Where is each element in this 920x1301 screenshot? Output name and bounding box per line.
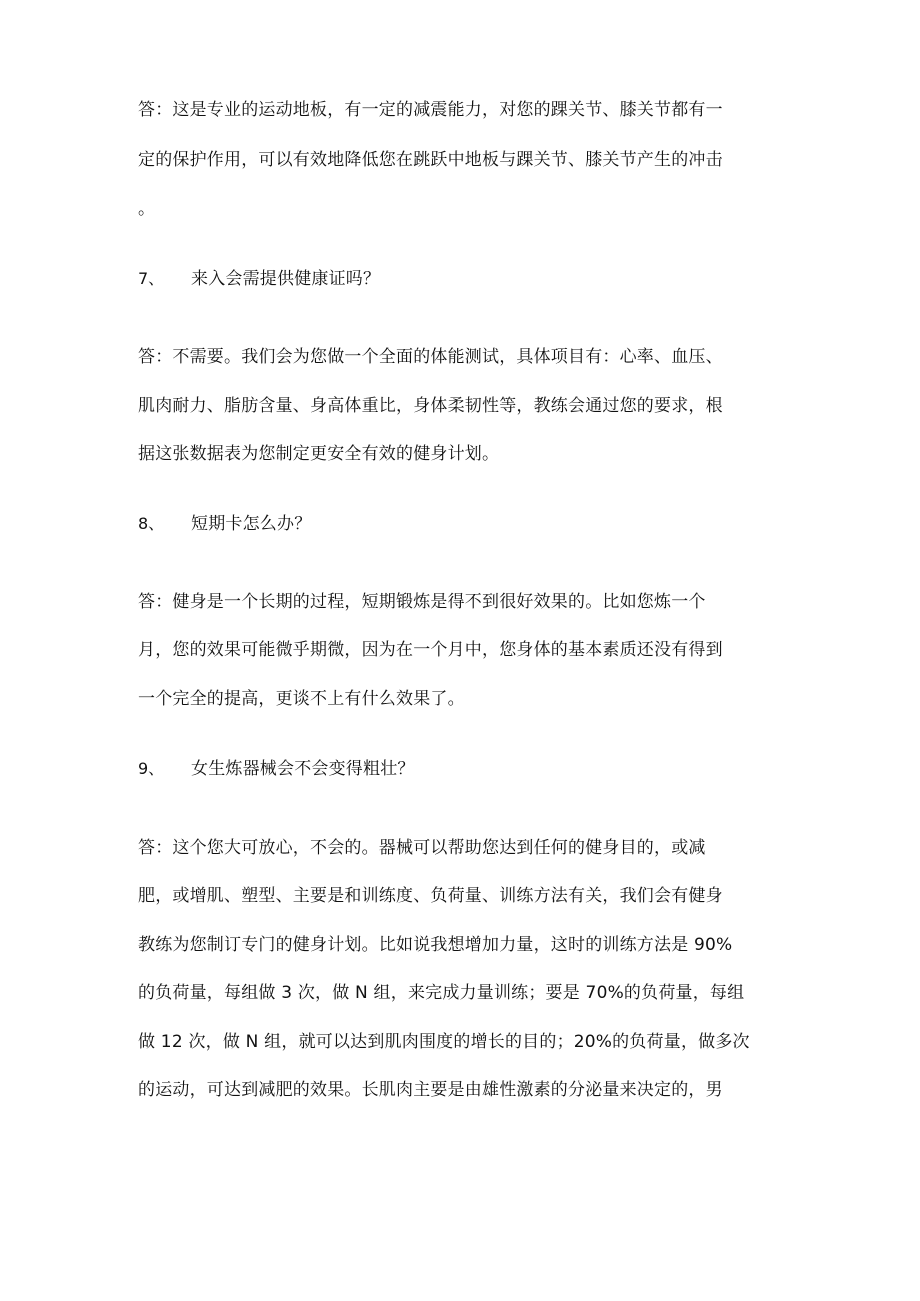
question-7-text: 来入会需提供健康证吗？ — [191, 269, 381, 289]
answer-8-line-3: 一个完全的提高，更谈不上有什么效果了。 — [138, 689, 465, 709]
answer-9-line-6: 的运动，可达到减肥的效果。长肌肉主要是由雄性激素的分泌量来决定的，男 — [138, 1080, 723, 1100]
question-9-text: 女生炼器械会不会变得粗壮？ — [191, 759, 415, 779]
question-8-number: 8、 — [138, 514, 165, 533]
answer-9-line-1: 答：这个您大可放心，不会的。器械可以帮助您达到任何的健身目的，或减 — [138, 838, 706, 858]
answer-7-line-1: 答：不需要。我们会为您做一个全面的体能测试，具体项目有：心率、血压、 — [138, 347, 723, 367]
answer-8-line-1: 答：健身是一个长期的过程，短期锻炼是得不到很好效果的。比如您炼一个 — [138, 592, 706, 612]
question-7-number: 7、 — [138, 269, 165, 288]
answer-7-line-3: 据这张数据表为您制定更安全有效的健身计划。 — [138, 444, 500, 464]
answer-6-line-3: 。 — [138, 199, 156, 219]
answer-6-line-1: 答：这是专业的运动地板，有一定的减震能力，对您的踝关节、膝关节都有一 — [138, 100, 723, 120]
answer-6-line-2: 定的保护作用，可以有效地降低您在跳跃中地板与踝关节、膝关节产生的冲击 — [138, 150, 723, 170]
answer-8-line-2: 月，您的效果可能微乎期微，因为在一个月中，您身体的基本素质还没有得到 — [138, 640, 723, 660]
question-8-text: 短期卡怎么办？ — [191, 514, 312, 534]
answer-9-line-2: 肥，或增肌、塑型、主要是和训练度、负荷量、训练方法有关，我们会有健身 — [138, 886, 723, 906]
answer-9-line-3: 教练为您制订专门的健身计划。比如说我想增加力量，这时的训练方法是 90% — [138, 935, 733, 955]
answer-9-line-4: 的负荷量，每组做 3 次，做 N 组，来完成力量训练；要是 70%的负荷量，每组 — [138, 983, 745, 1003]
answer-7-line-2: 肌肉耐力、脂肪含量、身高体重比，身体柔韧性等，教练会通过您的要求，根 — [138, 396, 723, 416]
question-9-number: 9、 — [138, 759, 165, 778]
answer-9-line-5: 做 12 次，做 N 组，就可以达到肌肉围度的增长的目的；20%的负荷量，做多次 — [138, 1032, 750, 1052]
